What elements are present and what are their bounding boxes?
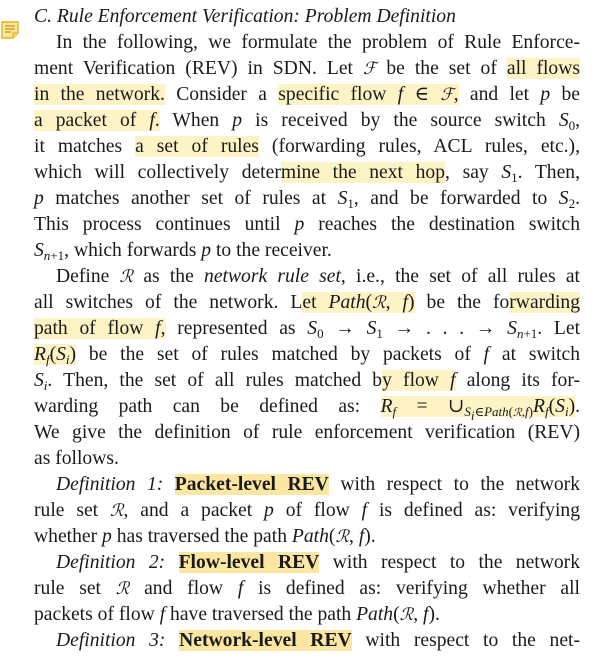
- text-line-5: it matches a set of rules (forwarding rules, ACL rules, etc.),: [34, 136, 580, 157]
- definition-2-line-1: Definition 2: Flow-level REV with respect to the network: [56, 552, 580, 573]
- text-line-2: ment Verification (REV) in SDN. Let ℱ be the set of all flows: [34, 58, 580, 79]
- definition-1-line-3: whether p has traversed the path Path(ℛ, f).: [34, 526, 376, 547]
- definition-1-line-1: Definition 1: Packet-level REV with respect to the network: [56, 474, 580, 495]
- paper-page: [34, 4, 580, 654]
- text-line-9: $S_{n+1}$, which forwards p to the receiver.: [34, 240, 332, 263]
- section-heading: [34, 4, 580, 30]
- text-line-11: all switches of the network. Let Path(ℛ, f) be the forwarding: [34, 292, 581, 313]
- text-line-13: $R_f(S_i)$ be the set of rules matched by packets of f at switch: [34, 344, 580, 367]
- definition-2-line-2: rule set ℛ and flow f is defined as: verifying whether all: [34, 578, 581, 599]
- text-line-7: p matches another set of rules at $S_1$, and be forwarded to $S_2$.: [34, 188, 580, 211]
- definition-2-line-3: packets of flow f have traversed the path Path(ℛ, f).: [34, 604, 440, 625]
- definition-1-line-2: rule set ℛ, and a packet p of flow f is defined as: verifying: [34, 500, 580, 521]
- text-line-14: $S_i$. Then, the set of all rules matched by flow f along its for-: [34, 370, 581, 393]
- text-line-8: This process continues until p reaches the destination switch: [34, 214, 580, 235]
- text-line-1: In the following, we formulate the problem of Rule Enforce-: [56, 32, 580, 53]
- text-line-3: in the network. Consider a specific flow f ∈ ℱ, and let p be: [34, 84, 580, 105]
- text-line-6: which will collectively determine the next hop, say $S_1$. Then,: [34, 162, 580, 185]
- section-heading-text: C. Rule Enforcement Verification: Problem Definition: [34, 6, 456, 27]
- text-line-16: We give the definition of rule enforcement verification (REV): [34, 422, 580, 443]
- text-line-17: as follows.: [34, 448, 119, 469]
- definition-3-line-1: Definition 3: Network-level REV with respect to the net-: [56, 630, 580, 651]
- text-line-15: warding path can be defined as: $R_f$ = $\cup_{S_i\in Path(ℛ,f)}R_f(S_i)$.: [34, 396, 580, 423]
- text-line-10: Define ℛ as the network rule set, i.e., the set of all rules at: [56, 266, 580, 287]
- note-icon[interactable]: [0, 20, 20, 40]
- text-line-4: a packet of f. When p is received by the source switch $S_0$,: [34, 110, 581, 133]
- text-line-12: path of flow f, represented as $S_0 \to S_1$ → . . . → $S_{n+1}$. Let: [34, 318, 581, 341]
